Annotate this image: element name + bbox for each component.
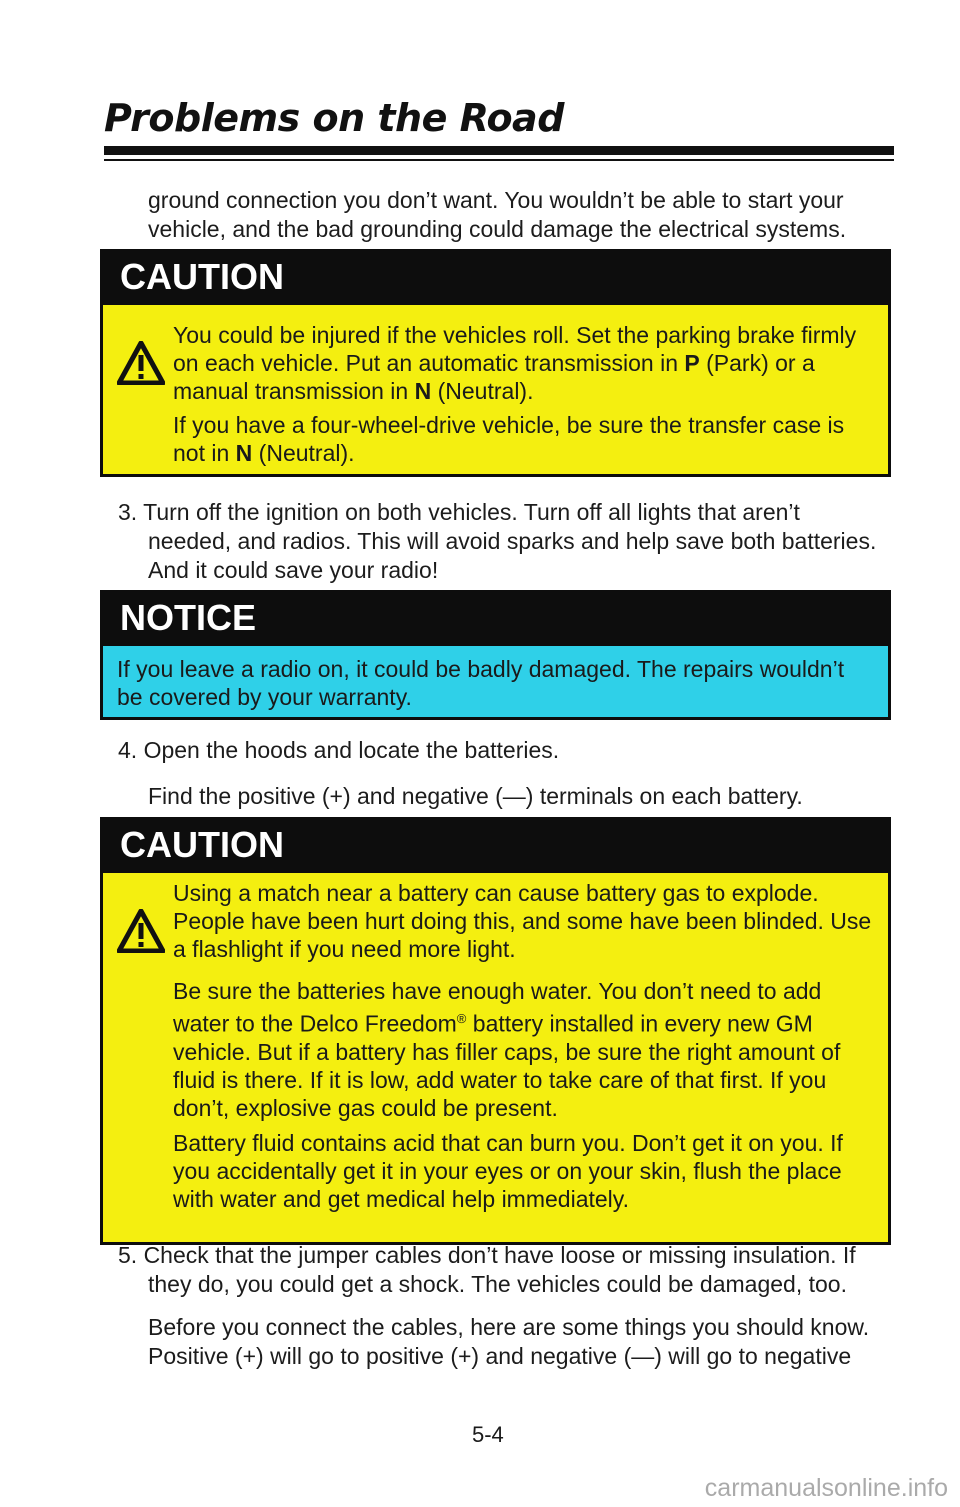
step-line: And it could save your radio!: [148, 557, 439, 583]
notice-body: [100, 646, 891, 720]
notice-line: be covered by your warranty.: [117, 684, 412, 710]
step-line: Positive (+) will go to positive (+) and negative (—) will go to negative: [148, 1343, 852, 1369]
step-line: 4. Open the hoods and locate the batteries.: [118, 737, 560, 763]
caution-line: water to the Delco Freedom® battery installed in every new GM: [173, 1010, 813, 1037]
notice-heading: NOTICE: [100, 590, 891, 646]
caution-line: you accidentally get it in your eyes or on your skin, flush the place: [173, 1158, 842, 1184]
step-line: 3. Turn off the ignition on both vehicles. Turn off all lights that aren’t: [118, 499, 800, 525]
caution-line: not in N (Neutral).: [173, 440, 355, 466]
notice-line: If you leave a radio on, it could be badly damaged. The repairs wouldn’t: [117, 656, 845, 682]
intro-paragraph: [148, 186, 846, 244]
title-rule-thick: [104, 146, 894, 155]
caution-paragraph: [173, 879, 871, 963]
step-line: they do, you could get a shock. The vehicles could be damaged, too.: [148, 1271, 847, 1297]
warning-triangle-icon: [117, 909, 165, 953]
caution-line: on each vehicle. Put an automatic transmission in P (Park) or a: [173, 350, 815, 376]
intro-line: vehicle, and the bad grounding could damage the electrical systems.: [148, 216, 847, 242]
caution-line: with water and get medical help immediately.: [173, 1186, 629, 1212]
caution-body: [100, 873, 891, 1245]
caution-line: You could be injured if the vehicles roll. Set the parking brake firmly: [173, 322, 857, 348]
caution-box-1: [100, 249, 891, 477]
step-line: needed, and radios. This will avoid sparks and help save both batteries.: [148, 528, 877, 554]
notice-box: [100, 590, 891, 720]
step-3: [118, 498, 876, 585]
caution-line: People have been hurt doing this, and some have been blinded. Use: [173, 908, 872, 934]
caution-line: fluid is there. If it is low, add water to take care of that first. If you: [173, 1066, 827, 1093]
caution-line: If you have a four-wheel-drive vehicle, be sure the transfer case is: [173, 412, 845, 438]
caution-line: Using a match near a battery can cause battery gas to explode.: [173, 880, 819, 906]
caution-line: don’t, explosive gas could be present.: [173, 1094, 558, 1121]
caution-paragraph: [173, 321, 856, 405]
intro-line: ground connection you don’t want. You wouldn’t be able to start your: [148, 187, 844, 213]
page-number: 5-4: [472, 1422, 504, 1447]
caution-line: Battery fluid contains acid that can burn you. Don’t get it on you. If: [173, 1130, 843, 1156]
warning-triangle-icon: [117, 341, 165, 385]
caution-paragraph: [173, 411, 844, 467]
step-5: [118, 1241, 869, 1371]
step-line: Find the positive (+) and negative (—) terminals on each battery.: [148, 783, 803, 809]
caution-heading: CAUTION: [100, 817, 891, 873]
caution-line: Be sure the batteries have enough water. You don’t need to add: [173, 978, 822, 1004]
notice-paragraph: [117, 655, 844, 711]
page-title: Problems on the Road: [104, 96, 564, 140]
caution-paragraph: [173, 1129, 843, 1213]
caution-line: vehicle. But if a battery has filler caps, be sure the right amount of: [173, 1038, 841, 1065]
caution-line: a flashlight if you need more light.: [173, 936, 516, 962]
step-line: Before you connect the cables, here are some things you should know.: [148, 1314, 870, 1340]
step-line: 5. Check that the jumper cables don’t have loose or missing insulation. If: [118, 1242, 856, 1268]
title-rule-thin: [104, 159, 894, 161]
caution-box-2: [100, 817, 891, 1245]
step-4: [118, 736, 803, 811]
caution-heading: CAUTION: [100, 249, 891, 305]
watermark: carmanualsonline.info: [704, 1474, 948, 1502]
caution-paragraph: [173, 977, 840, 1122]
caution-body: [100, 305, 891, 477]
caution-line: manual transmission in N (Neutral).: [173, 378, 534, 404]
